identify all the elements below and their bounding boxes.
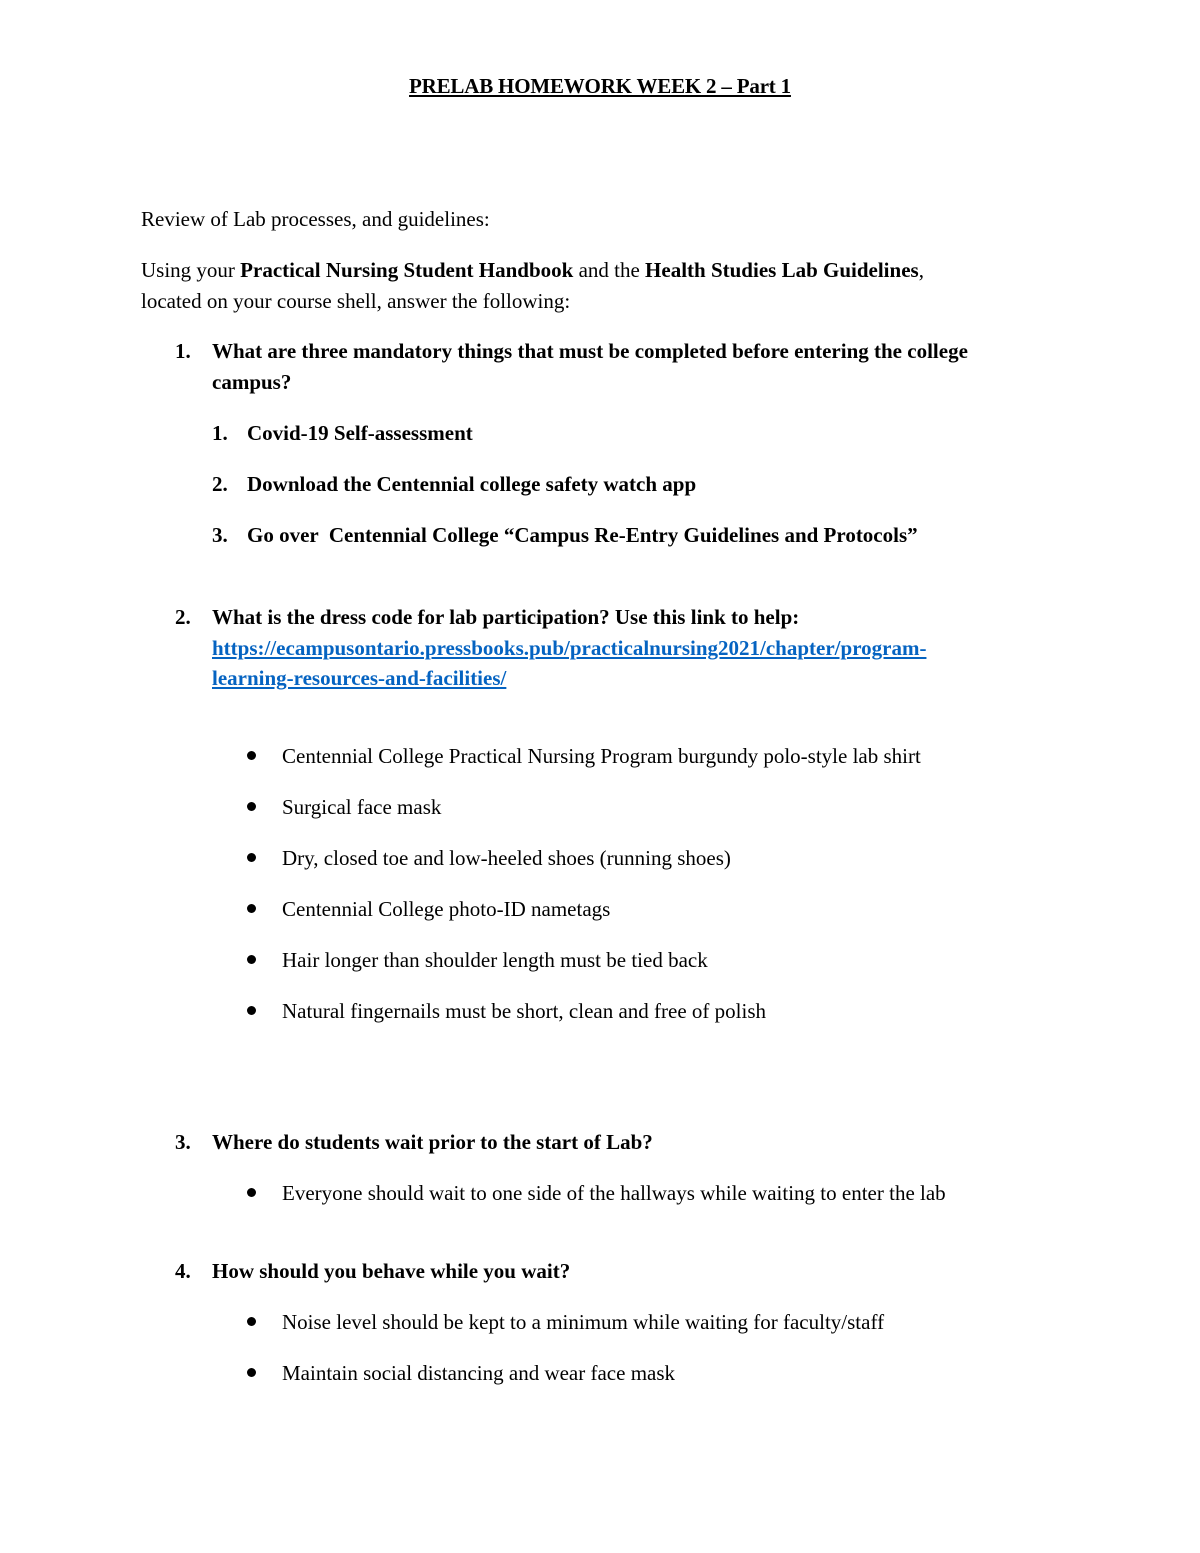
question-1-text-line-2: campus? <box>212 370 292 394</box>
intro-text: Review of Lab processes, and guidelines: <box>141 207 490 231</box>
dress-code-link-line-1[interactable]: https://ecampusontario.pressbooks.pub/practicalnursing2021/chapter/program- <box>212 636 927 660</box>
handbook-name: Practical Nursing Student Handbook <box>240 258 574 282</box>
answer-1-3-number: 3. <box>212 523 228 547</box>
waiting-answer-1: Everyone should wait to one side of the hallways while waiting to enter the lab <box>282 1181 946 1205</box>
instructions-line-2: located on your course shell, answer the following: <box>141 289 571 313</box>
bullet-icon <box>247 904 256 913</box>
dress-code-item-2: Surgical face mask <box>282 795 442 819</box>
question-4-text: How should you behave while you wait? <box>212 1259 571 1283</box>
instructions-suffix: , <box>918 258 924 282</box>
behavior-answer-2: Maintain social distancing and wear face mask <box>282 1361 676 1385</box>
behavior-answer-1: Noise level should be kept to a minimum while waiting for faculty/staff <box>282 1310 885 1334</box>
dress-code-item-6: Natural fingernails must be short, clean and free of polish <box>282 999 767 1023</box>
dress-code-item-3: Dry, closed toe and low-heeled shoes (running shoes) <box>282 846 731 870</box>
bullet-icon <box>247 1188 256 1197</box>
answer-1-1-text: Covid-19 Self-assessment <box>247 421 473 445</box>
bullet-icon <box>247 1006 256 1015</box>
question-3-text: Where do students wait prior to the start of Lab? <box>212 1130 653 1154</box>
bullet-icon <box>247 1317 256 1326</box>
question-3-number: 3. <box>175 1130 191 1154</box>
question-2-number: 2. <box>175 605 191 629</box>
question-2-text-line-1: What is the dress code for lab participation? Use this link to help: <box>212 605 800 629</box>
question-1-number: 1. <box>175 339 191 363</box>
instructions-prefix: Using your <box>141 258 241 282</box>
bullet-icon <box>247 955 256 964</box>
dress-code-item-5: Hair longer than shoulder length must be tied back <box>282 948 708 972</box>
bullet-icon <box>247 1368 256 1377</box>
dress-code-item-1: Centennial College Practical Nursing Program burgundy polo-style lab shirt <box>282 744 921 768</box>
bullet-icon <box>247 751 256 760</box>
answer-1-3-text: Go over Centennial College “Campus Re-Entry Guidelines and Protocols” <box>247 523 918 547</box>
answer-1-2-number: 2. <box>212 472 228 496</box>
bullet-icon <box>247 853 256 862</box>
guidelines-name: Health Studies Lab Guidelines <box>645 258 919 282</box>
dress-code-item-4: Centennial College photo-ID nametags <box>282 897 611 921</box>
page-title: PRELAB HOMEWORK WEEK 2 – Part 1 <box>409 74 791 98</box>
question-1-text-line-1: What are three mandatory things that must be completed before entering the college <box>212 339 968 363</box>
answer-1-1-number: 1. <box>212 421 228 445</box>
question-4-number: 4. <box>175 1259 191 1283</box>
dress-code-link-line-2[interactable]: learning-resources-and-facilities/ <box>212 666 507 690</box>
bullet-icon <box>247 802 256 811</box>
answer-1-2-text: Download the Centennial college safety watch app <box>247 472 697 496</box>
instructions-line-1 <box>141 255 924 285</box>
instructions-middle: and the <box>573 258 646 282</box>
